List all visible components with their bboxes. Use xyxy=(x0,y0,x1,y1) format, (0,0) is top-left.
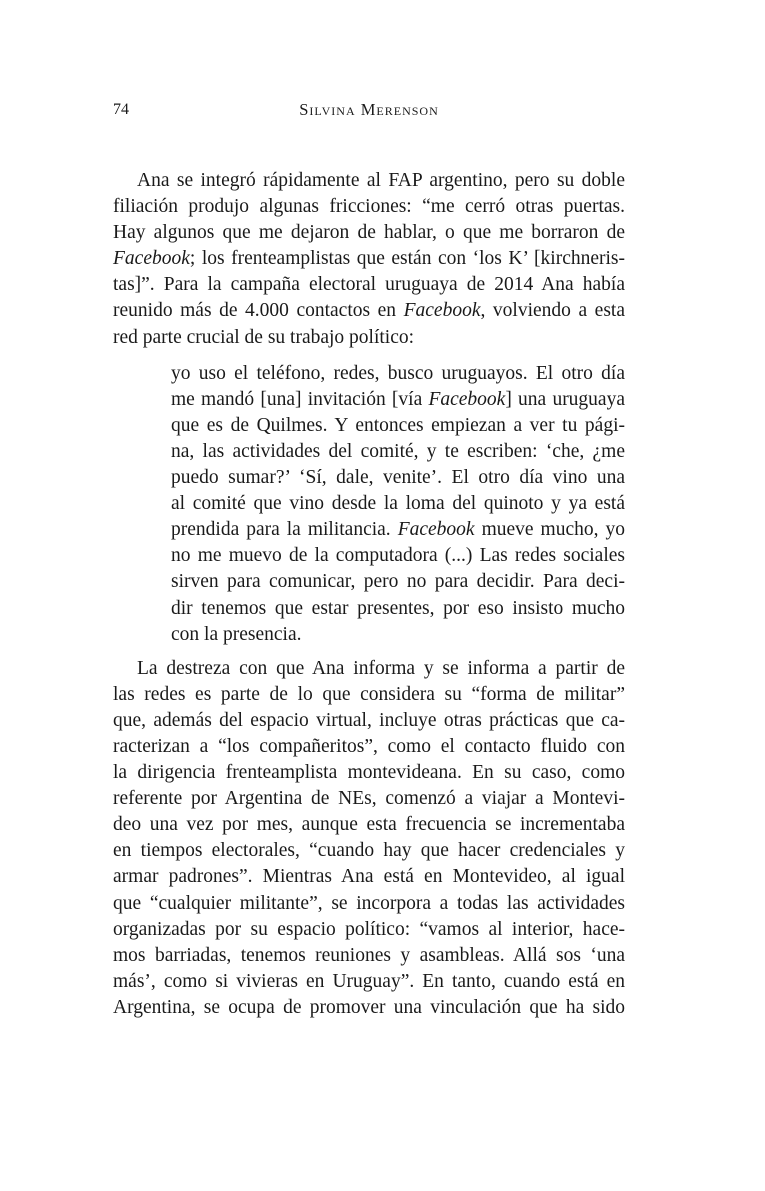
text-line xyxy=(113,917,625,943)
text-run: reunido más de 4.000 contactos en xyxy=(113,300,404,322)
text-run: al comité que vino desde la loma del quinoto y ya está xyxy=(171,493,625,515)
text-line xyxy=(171,491,625,517)
text-run: Argentina, se ocupa de promover una vinculación que ha sido xyxy=(113,996,625,1018)
text-run: tas]”. Para la campaña electoral uruguaya de 2014 Ana había xyxy=(113,274,625,296)
text-run: red parte crucial de su trabajo político: xyxy=(113,326,415,348)
text-line xyxy=(171,569,625,595)
text-line xyxy=(171,622,625,648)
text-run: puedo sumar?’ ‘Sí, dale, venite’. El otro día vino una xyxy=(171,467,625,489)
text-run: La destreza con que Ana informa y se informa a partir de xyxy=(137,657,625,679)
text-line xyxy=(171,413,625,439)
text-line xyxy=(113,656,625,682)
text-run: que “cualquier militante”, se incorpora a todas las actividades xyxy=(113,892,625,914)
text-run: armar padrones”. Mientras Ana está en Montevideo, al igual xyxy=(113,866,625,888)
italic-term: Facebook xyxy=(397,519,475,541)
text-line xyxy=(171,543,625,569)
text-run: Hay algunos que me dejaron de hablar, o que me borraron de xyxy=(113,222,625,244)
text-run: na, las actividades del comité, y te escriben: ‘che, ¿me xyxy=(171,440,625,462)
text-run: Ana se integró rápidamente al FAP argentino, pero su doble xyxy=(137,170,625,191)
text-run: , volviendo a esta xyxy=(480,300,625,322)
text-run: la dirigencia frenteamplista montevideana. En su caso, como xyxy=(113,762,625,784)
text-line xyxy=(113,812,625,838)
italic-term: Facebook xyxy=(113,248,190,270)
paragraph xyxy=(113,656,625,1021)
text-line xyxy=(113,760,625,786)
text-line xyxy=(113,786,625,812)
text-line xyxy=(171,517,625,543)
text-run: ] una uruguaya xyxy=(505,388,625,410)
text-line xyxy=(113,168,625,194)
page-number: 74 xyxy=(113,101,129,118)
text-run: mos barriadas, tenemos reuniones y asambleas. Allá sos ‘una xyxy=(113,944,625,966)
text-run: organizadas por su espacio político: “vamos al interior, hace- xyxy=(113,918,625,940)
text-line xyxy=(171,439,625,465)
text-run: yo uso el teléfono, redes, busco uruguayos. El otro día xyxy=(171,362,625,384)
text-line xyxy=(113,682,625,708)
text-line xyxy=(171,387,625,413)
text-run: las redes es parte de lo que considera su “forma de militar” xyxy=(113,683,625,705)
italic-term: Facebook xyxy=(428,388,506,410)
text-run: filiación produjo algunas fricciones: “me cerró otras puertas. xyxy=(113,196,625,218)
text-line xyxy=(113,272,625,298)
text-run: prendida para la militancia. xyxy=(171,519,398,541)
text-run: deo una vez por mes, aunque esta frecuencia se incrementaba xyxy=(113,814,625,836)
text-line xyxy=(113,838,625,864)
text-run: racterizan a “los compañeritos”, como el contacto fluido con xyxy=(113,735,625,757)
running-head xyxy=(113,98,625,122)
text-line xyxy=(113,734,625,760)
text-run: en tiempos electorales, “cuando hay que hacer credenciales y xyxy=(113,840,625,862)
text-line xyxy=(113,194,625,220)
text-line xyxy=(113,995,625,1021)
text-line xyxy=(171,361,625,387)
block-quote xyxy=(171,361,625,648)
text-run: que es de Quilmes. Y entonces empiezan a ver tu pági- xyxy=(171,414,625,436)
text-run: mueve mucho, yo xyxy=(474,519,625,541)
text-line xyxy=(113,246,625,272)
text-run: con la presencia. xyxy=(171,623,302,645)
text-line xyxy=(113,325,625,351)
text-line xyxy=(113,298,625,324)
text-run: que, además del espacio virtual, incluye otras prácticas que ca- xyxy=(113,709,625,731)
paragraph xyxy=(113,168,625,351)
text-line xyxy=(113,220,625,246)
text-run: referente por Argentina de NEs, comenzó a viajar a Montevi- xyxy=(113,788,625,810)
italic-term: Facebook xyxy=(403,300,481,322)
running-title: Silvina Merenson xyxy=(299,100,439,119)
text-line xyxy=(113,943,625,969)
text-line xyxy=(171,465,625,491)
text-run: sirven para comunicar, pero no para decidir. Para deci- xyxy=(171,571,625,593)
text-line xyxy=(113,708,625,734)
text-run: me mandó [una] invitación [vía xyxy=(171,388,429,410)
text-line xyxy=(113,891,625,917)
text-run: ; los frenteamplistas que están con ‘los K’ [kirchneris- xyxy=(189,248,625,270)
text-line xyxy=(113,969,625,995)
text-line xyxy=(171,596,625,622)
text-run: dir tenemos que estar presentes, por eso insisto mucho xyxy=(171,597,625,619)
text-line xyxy=(113,864,625,890)
text-run: no me muevo de la computadora (...) Las redes sociales xyxy=(171,545,625,567)
body-text xyxy=(113,168,625,1021)
text-run: más’, como si vivieras en Uruguay”. En tanto, cuando está en xyxy=(113,970,625,992)
